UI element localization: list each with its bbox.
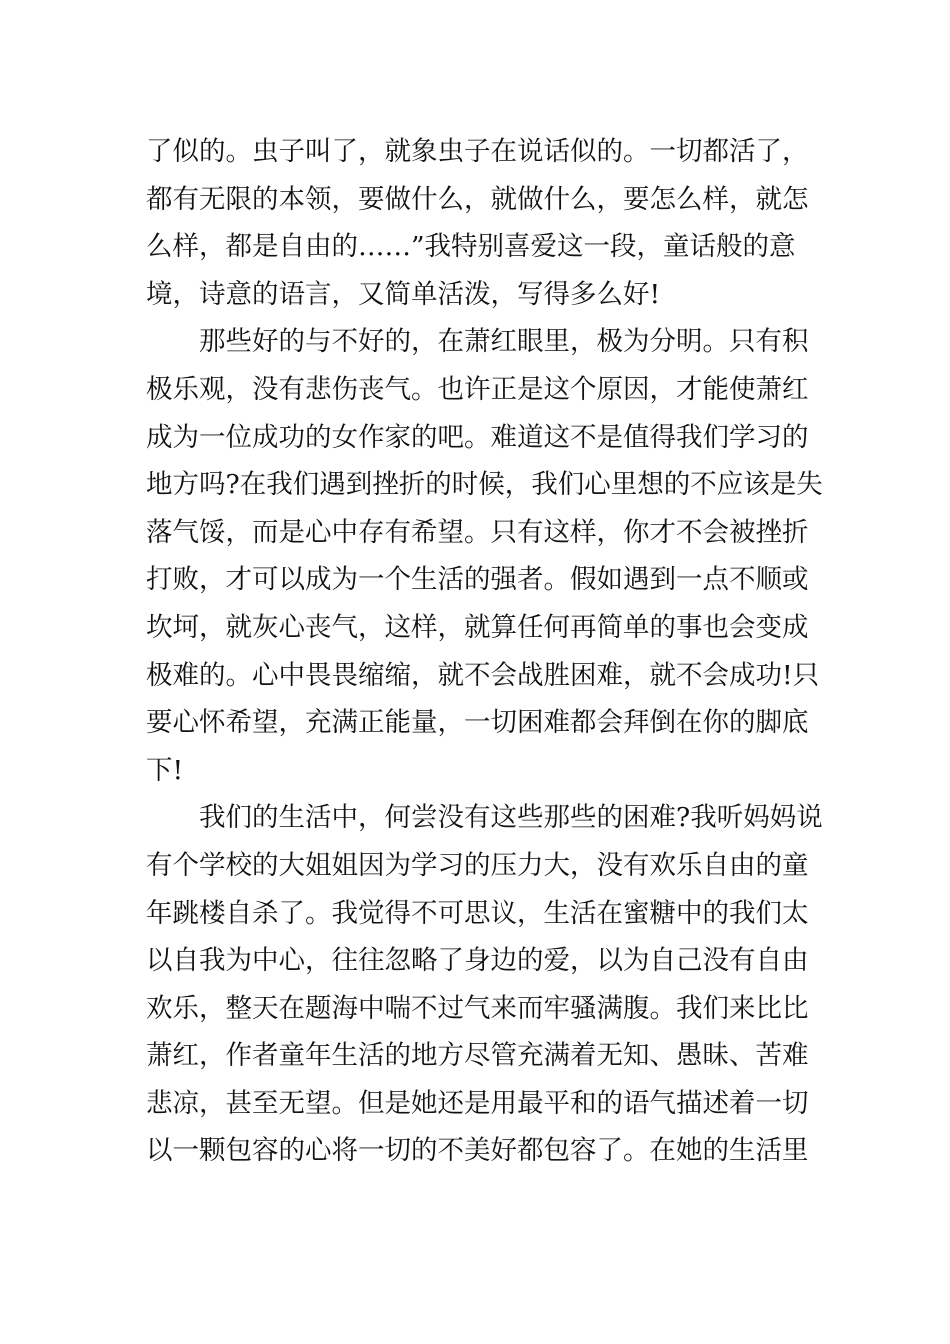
text-line: 以自我为中心，往往忽略了身边的爱，以为自己没有自由	[146, 945, 809, 977]
text-line: 那些好的与不好的，在萧红眼里，极为分明。只有积	[146, 326, 809, 358]
text-line: 欢乐，整天在题海中喘不过气来而牢骚满腹。我们来比比	[146, 992, 809, 1024]
text-line: 有个学校的大姐姐因为学习的压力大，没有欢乐自由的童	[146, 849, 809, 881]
text-line: 了似的。虫子叫了，就象虫子在说话似的。一切都活了，	[146, 136, 809, 167]
text-line: 么样，都是自由的……”我特别喜爱这一段，童话般的意	[146, 231, 796, 263]
text-line: 下!	[146, 754, 184, 786]
text-line: 年跳楼自杀了。我觉得不可思议，生活在蜜糖中的我们太	[146, 897, 809, 929]
text-line: 地方吗?在我们遇到挫折的时候，我们心里想的不应该是失	[146, 469, 823, 501]
text-line: 境，诗意的语言，又简单活泼，写得多么好!	[146, 278, 661, 310]
text-line: 极乐观，没有悲伤丧气。也许正是这个原因，才能使萧红	[146, 373, 809, 405]
text-line: 打败，才可以成为一个生活的强者。假如遇到一点不顺或	[146, 564, 809, 596]
text-line: 落气馁，而是心中存有希望。只有这样，你才不会被挫折	[146, 516, 809, 548]
text-line: 萧红，作者童年生活的地方尽管充满着无知、愚昧、苦难	[146, 1040, 809, 1072]
body-text	[146, 128, 823, 1175]
text-line: 要心怀希望，充满正能量，一切困难都会拜倒在你的脚底	[146, 707, 809, 739]
text-line: 以一颗包容的心将一切的不美好都包容了。在她的生活里	[146, 1135, 809, 1167]
text-line: 悲凉，甚至无望。但是她还是用最平和的语气描述着一切	[146, 1087, 809, 1119]
text-line: 极难的。心中畏畏缩缩，就不会战胜困难，就不会成功!只	[146, 659, 820, 691]
text-line: 坎坷，就灰心丧气，这样，就算任何再简单的事也会变成	[146, 611, 809, 643]
text-line: 都有无限的本领，要做什么，就做什么，要怎么样，就怎	[146, 183, 809, 215]
text-line: 我们的生活中，何尝没有这些那些的困难?我听妈妈说	[146, 802, 823, 834]
text-line: 成为一位成功的女作家的吧。难道这不是值得我们学习的	[146, 421, 809, 453]
